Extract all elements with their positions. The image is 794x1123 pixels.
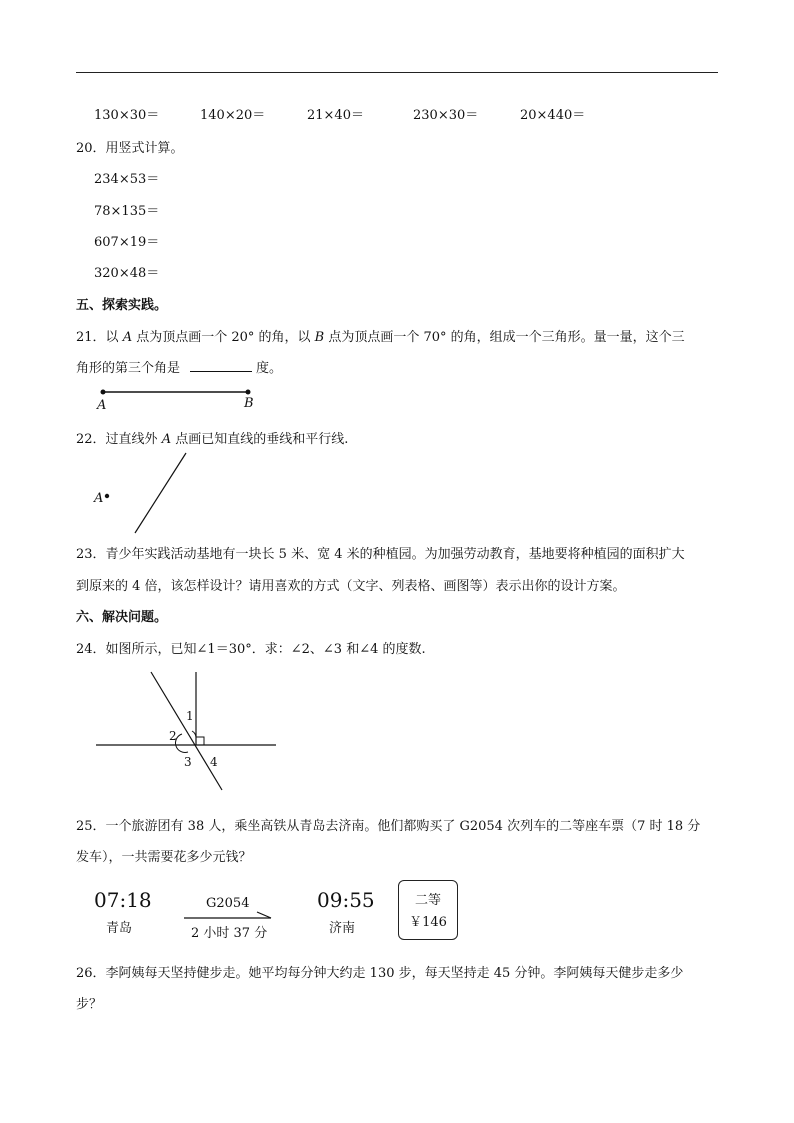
q20-item-2: 78×135＝ [94, 204, 160, 219]
q20-item-4: 320×48＝ [94, 266, 160, 281]
depart-city: 青岛 [106, 921, 133, 936]
calc-item-2: 140×20＝ [200, 108, 266, 123]
ticket-price: ￥146 [409, 915, 447, 930]
angle-1-label: 1 [186, 709, 194, 723]
ticket-box [398, 880, 458, 940]
seat-class: 二等 [414, 893, 441, 908]
q25-line-2: 发车），一共需要花多少元钱？ [76, 850, 252, 865]
q21-line-1: 21．以 A 点为顶点画一个 20° 的角，以 B 点为顶点画一个 70° 的角，组成一个三角形。量一量，这个三 [76, 330, 685, 345]
q25-line-1: 25．一个旅游团有 38 人，乘坐高铁从青岛去济南。他们都购买了 G2054 次列车的二等座车票（7 时 18 分 [76, 819, 701, 834]
angle-3-label: 3 [184, 755, 192, 769]
calc-item-5: 20×440＝ [520, 108, 586, 123]
point-a-label: A [97, 398, 107, 413]
q20-item-1: 234×53＝ [94, 172, 160, 187]
q26-line-1: 26．李阿姨每天坚持健步走。她平均每分钟大约走 130 步，每天坚持走 45 分钟。李阿姨每天健步走多少 [76, 966, 684, 981]
angle-2-label: 2 [169, 729, 177, 743]
section-6-heading: 六、解决问题。 [76, 610, 168, 625]
section-5-heading: 五、探索实践。 [76, 298, 168, 313]
calc-item-3: 21×40＝ [307, 108, 364, 123]
angle-4-label: 4 [210, 755, 218, 769]
q23-line-2: 到原来的 4 倍，该怎样设计？请用喜欢的方式（文字、列表格、画图等）表示出你的设计方案。 [76, 579, 626, 594]
arrive-city: 济南 [329, 921, 356, 936]
depart-time: 07:18 [94, 888, 152, 912]
q20-item-3: 607×19＝ [94, 235, 160, 250]
train-number: G2054 [206, 896, 250, 911]
calc-item-4: 230×30＝ [413, 108, 479, 123]
travel-duration: 2 小时 37 分 [191, 926, 268, 941]
point-b-label: B [244, 396, 254, 411]
q21-line-2: 角形的第三个角是 度。 [76, 357, 282, 376]
calc-item-1: 130×30＝ [94, 108, 160, 123]
q22-text: 22．过直线外 A 点画已知直线的垂线和平行线. [76, 432, 349, 447]
q22-point-a-label: A [94, 491, 104, 506]
q20-title: 20．用竖式计算。 [76, 141, 184, 156]
q26-line-2: 步？ [76, 997, 103, 1012]
q23-line-1: 23．青少年实践活动基地有一块长 5 米、宽 4 米的种植园。为加强劳动教育，基地要将种植园的面积扩大 [76, 547, 685, 562]
arrive-time: 09:55 [317, 888, 375, 912]
q24-text: 24．如图所示，已知∠1＝30°．求：∠2、∠3 和∠4 的度数. [76, 642, 426, 657]
